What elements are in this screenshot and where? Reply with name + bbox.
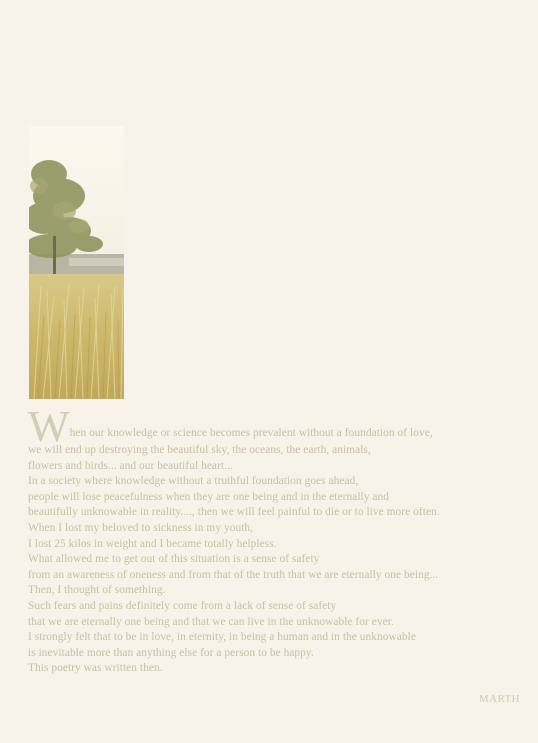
poem-line: people will lose peacefulness when they are one being and in the eternally and xyxy=(28,490,389,503)
poem-line: I lost 25 kilos in weight and I became totally helpless. xyxy=(28,537,277,550)
poem-line: I strongly felt that to be in love, in eternity, in being a human and in the unknowable xyxy=(28,631,416,644)
poem-line: What allowed me to get out of this situation is a sense of safety xyxy=(28,553,320,566)
poem-line: flowers and birds... and our beautiful heart... xyxy=(28,459,233,472)
poem-text xyxy=(28,402,533,677)
landscape-photo xyxy=(29,126,124,399)
poem-line: beautifully unknowable in reality...., then we will feel painful to die or to live more often. xyxy=(28,506,440,519)
poem-line: that we are eternally one being and that we can live in the unknowable for ever. xyxy=(28,615,394,628)
poem-first-line-text: hen our knowledge or science becomes prevalent without a foundation of love, xyxy=(69,427,433,440)
poem-line: is inevitable more than anything else for a person to be happy. xyxy=(28,646,314,659)
poem-line: Such fears and pains definitely come from a lack of sense of safety xyxy=(28,599,337,612)
poem-line: from an awareness of oneness and from that of the truth that we are eternally one being... xyxy=(28,568,439,581)
poem-line: Then, I thought of something. xyxy=(28,584,166,597)
poem-line: In a society where knowledge without a truthful foundation goes ahead, xyxy=(28,475,359,488)
poem-line: we will end up destroying the beautiful sky, the oceans, the earth, animals, xyxy=(28,444,371,456)
drop-cap: W xyxy=(28,402,70,451)
poem-line: This poetry was written then. xyxy=(28,662,163,675)
author-signature: MARTH xyxy=(478,693,520,705)
poem-line: When I lost my beloved to sickness in my youth, xyxy=(28,521,254,534)
